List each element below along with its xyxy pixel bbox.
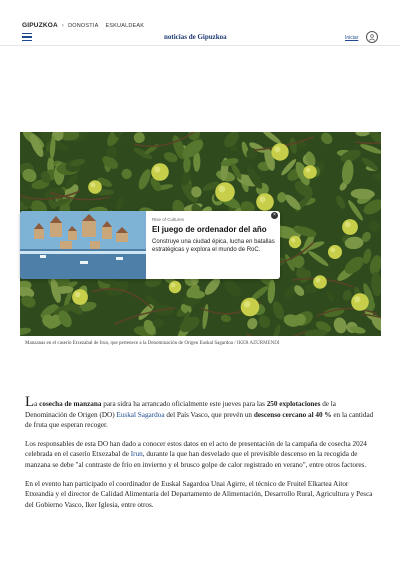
ad-body: Construye una ciudad épica, lucha en batallas estratégicas y explora el mundo de RoC. bbox=[152, 239, 275, 254]
region-donostia-link[interactable]: DONOSTIA bbox=[68, 22, 99, 29]
region-gipuzkoa-link[interactable]: GIPUZKOA bbox=[22, 22, 58, 29]
region-eskualdeak-link[interactable]: ESKUALDEAK bbox=[105, 22, 145, 29]
euskal-sagardoa-link[interactable]: Euskal Sagardoa bbox=[116, 410, 165, 419]
login-link[interactable]: Iniciar bbox=[345, 35, 359, 41]
photo-credit: / IKER AZURMENDI bbox=[234, 341, 280, 346]
site-logo[interactable]: noticias de Gipuzkoa bbox=[164, 33, 227, 41]
text-run: para sidra ha arrancado oficialmente este jueves para las bbox=[101, 400, 267, 408]
user-icon[interactable] bbox=[366, 31, 378, 43]
text-run: del País Vasco, que prevén un bbox=[164, 410, 254, 419]
text-run: Los responsables de esta DO han dado a conocer estos datos en el acto de presentación de la campaña de cosecha 2024 celebrada en el caserío Etxezabal de bbox=[25, 439, 367, 459]
ad-title[interactable]: El juego de ordenador del año bbox=[152, 225, 267, 234]
ad-copy bbox=[152, 217, 276, 254]
close-icon[interactable]: × bbox=[271, 212, 278, 219]
ad-brand: Rise of Cultures bbox=[152, 217, 185, 222]
article-body bbox=[25, 394, 377, 518]
image-caption bbox=[25, 341, 280, 346]
text-run: , durante la que han desvelado que el previsible descenso en la recogida de manzana se debe "al contraste de frío en invierno y el brusco golpe de calor registrado en verano", entre otros factores. bbox=[25, 450, 367, 469]
article-paragraph-2 bbox=[25, 439, 377, 471]
bold-run: 250 explotaciones bbox=[266, 400, 321, 408]
caption-text: Manzanas en el caserío Etxezabal de Irun, que pertenece a la Denominación de Origen Euskal Sagardoa bbox=[25, 341, 233, 346]
article-paragraph-3: En el evento han participado el coordinador de Euskal Sagardoa Unai Agirre, el técnico de Fruitel Elkartea Aitor Etxeandia y el director de Calidad Alimentaria del Departamento de Alimentación, Desarrollo Rural, Agricultura y Pesca del Gobierno Vasco, Iker Iglesia, entre otros. bbox=[25, 479, 373, 509]
ad-popup[interactable] bbox=[20, 211, 280, 279]
top-region-nav bbox=[0, 0, 400, 30]
text-run: a bbox=[34, 400, 40, 408]
text-run: de la Denominación de Origen (DO) bbox=[25, 400, 336, 419]
hamburger-icon[interactable] bbox=[22, 33, 32, 41]
site-header bbox=[0, 30, 400, 46]
region-breadcrumb bbox=[22, 22, 151, 29]
drop-cap: L bbox=[25, 394, 35, 410]
breadcrumb-separator: › bbox=[61, 22, 65, 29]
article-paragraph-1 bbox=[25, 394, 377, 431]
irun-link[interactable]: Irun bbox=[130, 450, 143, 459]
ad-game-image bbox=[20, 211, 146, 279]
bold-run: descenso cercano al 40 % bbox=[253, 410, 332, 419]
bold-run: cosecha de manzana bbox=[39, 400, 102, 408]
text-run: en la cantidad de fruta que esperan recoger. bbox=[25, 410, 374, 430]
